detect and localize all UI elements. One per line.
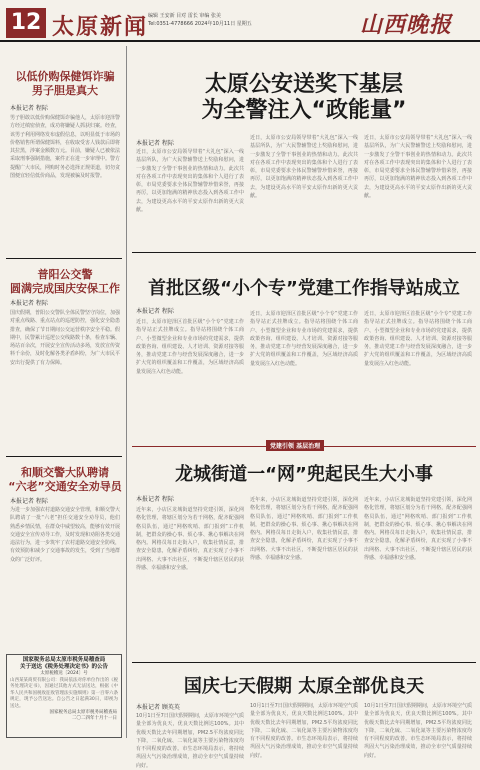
- byline: 本报记者 顾英英: [136, 704, 180, 711]
- headline-4: 国庆七天假期 太原全部优良天: [183, 676, 425, 697]
- article-body: 10月1日至7日国庆假期期间，太原市环境空气质量全部为优良天，优良天数比例达100%。其中优级天数比去年同期增加，PM2.5平均浓度同比下降，二氧化硫、二氧化氮等主要污染物浓度均有不同程度的改善。市生态环境局表示，将持续巩固大气污染治理成效，推动全市空气质量持续向好。: [136, 713, 244, 769]
- article-body: 近年来，小店区龙城街道坚持党建引领，深化网格化管理，将辖区划分为若干网格，配齐配强网格员队伍，通过“网格吹哨、部门报到”工作机制，把群众的操心事、烦心事、揪心事解决在网格内。网格员每日走街入户，收集社情民意，排查安全隐患，化解矛盾纠纷，真正实现了小事不出网格、大事不出社区，不断提升辖区居民的获得感、幸福感和安全感。: [136, 507, 244, 572]
- byline: 本报记者 程际: [10, 498, 48, 505]
- section-title: 太原新闻: [52, 14, 149, 40]
- divider: [6, 258, 122, 259]
- divider: [132, 252, 476, 253]
- section-tag: 党建引领 基层治理: [266, 440, 324, 451]
- masthead-meta: [148, 12, 318, 28]
- notice-doc-no: 太原税稽送〔2024〕号: [40, 671, 88, 676]
- headline-2: 首批区级“小个专”党建工作指导站成立: [148, 278, 460, 299]
- article-body-col3: 近年来，小店区龙城街道坚持党建引领，深化网格化管理，将辖区划分为若干网格，配齐配强网格员队伍，通过“网格吹哨、部门报到”工作机制，把群众的操心事、烦心事、揪心事解决在网格内。网格员每日走街入户，收集社情民意，排查安全隐患，化解矛盾纠纷，真正实现了小事不出网格、大事不出社区，不断提升辖区居民的获得感、幸福感和安全感。: [364, 497, 472, 562]
- article-body-col2: 近日，太原市迎泽区首批区级“小个专”党建工作指导站正式挂牌成立。指导站将围绕个体工商户、小型微型企业和专业市场的党建需求，提供政策咨询、组织建设、人才培训、资源对接等服务，推动党建工作与经营发展深度融合，进一步扩大党的组织覆盖和工作覆盖，为区域经济高质量发展注入红色动能。: [250, 311, 358, 367]
- article-body: 国庆假期，普阳公交警队全体民警坚守岗位，加强对重点线路、重点站点的巡逻防控，强化安全隐患排查，确保了节日期间公交运营秩序安全平稳。假期中，民警累计巡逻公交线路数十条，检查车辆、场站百余次，开展安全宣传活动多场，发放宣传资料千余份，及时化解各类矛盾纠纷，为广大市民平安出行提供了有力保障。: [10, 310, 121, 366]
- byline: 本报记者 程际: [10, 300, 48, 307]
- byline: 本报记者 程际: [10, 105, 48, 112]
- headline: 以低价购保健饵诈骗 男子胆是真大: [15, 70, 115, 97]
- byline: 本报记者 程际: [136, 140, 174, 147]
- divider: [6, 456, 122, 457]
- article-body-col2: 近年来，小店区龙城街道坚持党建引领，深化网格化管理，将辖区划分为若干网格，配齐配强网格员队伍，通过“网格吹哨、部门报到”工作机制，把群众的操心事、烦心事、揪心事解决在网格内。网格员每日走街入户，收集社情民意，排查安全隐患，化解矛盾纠纷，真正实现了小事不出网格、大事不出社区，不断提升辖区居民的获得感、幸福感和安全感。: [250, 497, 358, 562]
- article-body: 男子胆敢以低价购保健饵诈骗他人，太原市迎泽警方经过缜密侦查，成功将嫌疑人抓获归案。经查，该男子利用网络发布虚假信息，以明显低于市场的价格销售所谓保健饵料，在收取受害人钱款后即将其拉黑，涉案金额数万元。目前，嫌疑人已被依法采取刑事强制措施，案件正在进一步审理中。警方提醒广大市民，网购时务必选择正规渠道，切勿贪图便宜轻信低价商品，发现被骗及时报警。: [10, 115, 121, 180]
- byline: 本报记者 程际: [136, 496, 174, 503]
- article-body: 为进一步加强农村道路交通安全管理，和顺交警大队聘请了一批“六老”担任交通安全劝导员，他们熟悉乡情民情，在群众中威望较高，能够有效开展交通安全宣传劝导工作，及时发现和劝阻各类交通违法行为，进一步筑牢了农村道路交通安全防线，有效预防和减少了交通事故的发生，受到了当地群众的广泛好评。: [10, 507, 121, 563]
- page-number: 12: [6, 8, 46, 38]
- article-body-col3: 近日，太原市迎泽区首批区级“小个专”党建工作指导站正式挂牌成立。指导站将围绕个体工商户、小型微型企业和专业市场的党建需求，提供政策咨询、组织建设、人才培训、资源对接等服务，推动党建工作与经营发展深度融合，进一步扩大党的组织覆盖和工作覆盖，为区域经济高质量发展注入红色动能。: [364, 311, 472, 367]
- newspaper-logo: 山西晚报: [360, 12, 453, 38]
- divider: [132, 662, 476, 663]
- article-body-col2: 10月1日至7日国庆假期期间，太原市环境空气质量全部为优良天，优良天数比例达100%。其中优级天数比去年同期增加，PM2.5平均浓度同比下降，二氧化硫、二氧化氮等主要污染物浓度均有不同程度的改善。市生态环境局表示，将持续巩固大气污染治理成效，推动全市空气质量持续向好。: [250, 703, 358, 759]
- byline: 本报记者 程际: [136, 308, 174, 315]
- headline-3: 龙城街道一“网”兜起民生大小事: [175, 464, 433, 485]
- article-body: 近日，太原市迎泽区首批区级“小个专”党建工作指导站正式挂牌成立。指导站将围绕个体工商户、小型微型企业和专业市场的党建需求，提供政策咨询、组织建设、人才培训、资源对接等服务，推动党建工作与经营发展深度融合，进一步扩大党的组织覆盖和工作覆盖，为区域经济高质量发展注入红色动能。: [136, 319, 244, 375]
- article-body-col3: 近日，太原市公安局领导带着“大礼包”深入一线基层所队，为广大民警辅警送上奖励和慰问，进一步激发了全警干事创业的热情和动力。此次共对在各项工作中表现突出的集体和个人进行了表彰，市局党委要求全体民警辅警珍惜荣誉，再接再厉，以更加饱满的精神状态投入到各项工作中去，为建设更高水平的平安太原作出新的更大贡献。: [364, 135, 472, 200]
- headline: 普阳公交警 圆满完成国庆安保工作: [10, 268, 120, 295]
- editor-line: 编辑 王安新 目对 雷长 审编 张美: [148, 13, 221, 19]
- notice-title: 国家税务总局太原市税务局稽查局 关于送达《税务处理决定书》的公告: [19, 657, 108, 670]
- main-headline: 太原公安送奖下基层 为全警注入“政能量”: [201, 72, 407, 123]
- notice-signature: 国家税务总局太原市税务局稽查局 二〇二四年十月十一日: [49, 710, 117, 721]
- headline: 和顺交警大队聘请 “六老”交通安全劝导员: [8, 466, 122, 493]
- notice-body: 山西某某商贸有限公司：我局依法对你单位作出的《税务处理决定书》，因通过其他方式无法送达，根据《中华人民共和国税收征收管理法实施细则》第一百零六条规定，现予公告送达。自公告之日起满30日，即视为送达。: [10, 678, 118, 709]
- article-body-col2: 近日，太原市公安局领导带着“大礼包”深入一线基层所队，为广大民警辅警送上奖励和慰问，进一步激发了全警干事创业的热情和动力。此次共对在各项工作中表现突出的集体和个人进行了表彰，市局党委要求全体民警辅警珍惜荣誉，再接再厉，以更加饱满的精神状态投入到各项工作中去，为建设更高水平的平安太原作出新的更大贡献。: [250, 135, 358, 200]
- column-rule: [126, 46, 127, 738]
- article-body: 近日，太原市公安局领导带着“大礼包”深入一线基层所队，为广大民警辅警送上奖励和慰问，进一步激发了全警干事创业的热情和动力。此次共对在各项工作中表现突出的集体和个人进行了表彰，市局党委要求全体民警辅警珍惜荣誉，再接再厉，以更加饱满的精神状态投入到各项工作中去，为建设更高水平的平安太原作出新的更大贡献。: [136, 149, 244, 214]
- article-body-col3: 10月1日至7日国庆假期期间，太原市环境空气质量全部为优良天，优良天数比例达100%。其中优级天数比去年同期增加，PM2.5平均浓度同比下降，二氧化硫、二氧化氮等主要污染物浓度均有不同程度的改善。市生态环境局表示，将持续巩固大气污染治理成效，推动全市空气质量持续向好。: [364, 703, 472, 759]
- tel-date-line: Tel:0351-4778666 2024年10月11日 星期五: [148, 21, 252, 27]
- tax-notice: [6, 654, 122, 738]
